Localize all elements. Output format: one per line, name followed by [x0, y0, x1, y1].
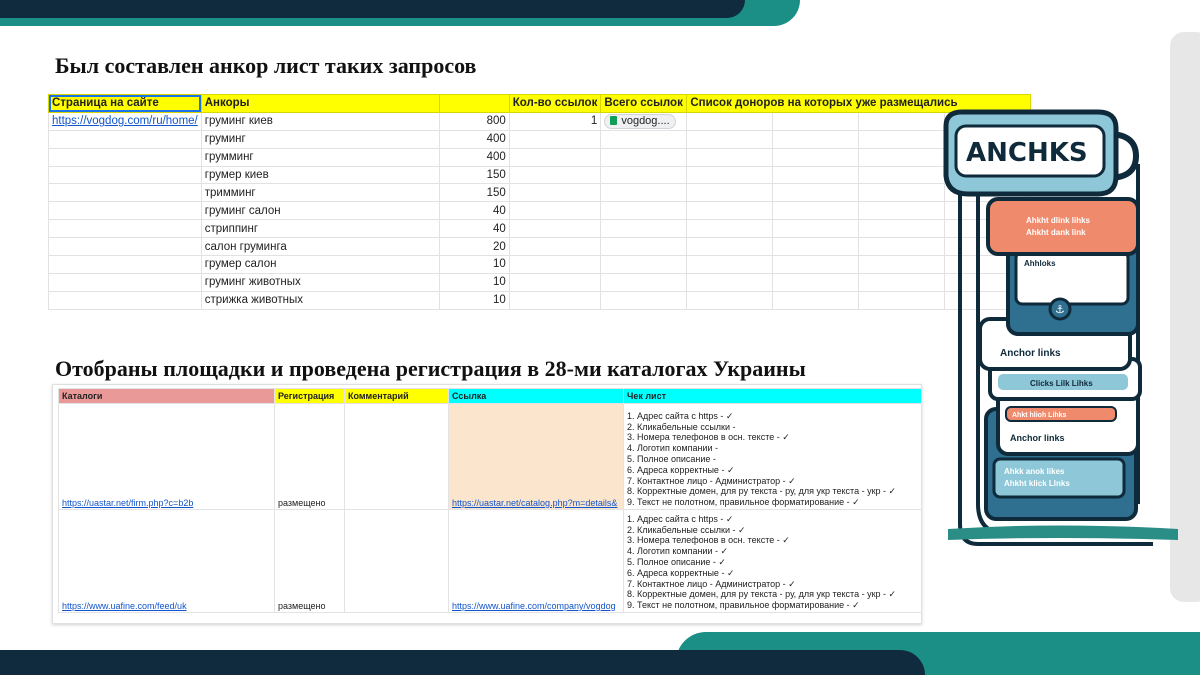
cell-page[interactable] [49, 148, 202, 166]
cell-donor[interactable] [687, 238, 773, 256]
cell-donor[interactable] [773, 291, 859, 309]
cell-donor[interactable] [601, 273, 687, 291]
anchor-row [49, 112, 1031, 130]
cell-count[interactable]: 10 [439, 256, 509, 274]
cell-donor[interactable] [687, 291, 773, 309]
cell-donor[interactable] [601, 291, 687, 309]
cell-anchor[interactable]: груминг киев [201, 112, 439, 130]
cell-donor[interactable] [687, 202, 773, 220]
cell-registration[interactable]: размещено [275, 404, 345, 510]
cell-count[interactable]: 40 [439, 220, 509, 238]
checklist-item: 4. Логотип компании - [627, 443, 718, 454]
cell-count[interactable]: 400 [439, 130, 509, 148]
header-link-count[interactable]: Кол-во ссылок [509, 95, 601, 113]
cell-anchor[interactable]: грумминг [201, 148, 439, 166]
anchor-row [49, 184, 1031, 202]
header-registration[interactable]: Регистрация [275, 389, 345, 404]
cell-donor[interactable] [601, 148, 687, 166]
catalog-link[interactable]: https://www.uafine.com/feed/uk [62, 601, 187, 611]
header-blank[interactable] [439, 95, 509, 113]
checklist-item: 3. Номера телефонов в осн. тексте - ✓ [627, 432, 790, 443]
cell-anchor[interactable]: груминг [201, 130, 439, 148]
cell-donor[interactable] [601, 220, 687, 238]
cell-total-links[interactable] [509, 130, 601, 148]
cell-donor[interactable] [601, 238, 687, 256]
cell-link[interactable] [449, 510, 624, 613]
cell-catalog[interactable] [59, 510, 275, 613]
cell-comment[interactable] [345, 404, 449, 510]
cell-page[interactable] [49, 220, 202, 238]
cell-donor[interactable] [859, 256, 945, 274]
illus-label-3: Ahhloks [1024, 259, 1056, 268]
anchor-row [49, 256, 1031, 274]
cell-count[interactable]: 20 [439, 238, 509, 256]
cell-anchor[interactable]: стриппинг [201, 220, 439, 238]
cell-count[interactable]: 40 [439, 202, 509, 220]
cell-donor[interactable] [773, 220, 859, 238]
sheet-file-icon [610, 116, 617, 125]
checklist-item: 5. Полное описание - [627, 454, 716, 465]
header-link[interactable]: Ссылка [449, 389, 624, 404]
cell-donor[interactable] [687, 273, 773, 291]
placement-link[interactable]: https://uastar.net/catalog.php?m=details& [452, 498, 618, 508]
cell-donor[interactable] [687, 220, 773, 238]
cell-anchor[interactable]: грумер салон [201, 256, 439, 274]
header-anchors[interactable]: Анкоры [201, 95, 439, 113]
illus-label-6: Ahkt hlioh Lihks [1012, 412, 1067, 419]
cell-registration[interactable]: размещено [275, 510, 345, 613]
cell-donor[interactable] [859, 112, 945, 130]
cell-total-links[interactable] [509, 220, 601, 238]
cell-page[interactable] [49, 273, 202, 291]
cell-donor[interactable] [859, 291, 945, 309]
header-comment[interactable]: Комментарий [345, 389, 449, 404]
cell-count[interactable]: 150 [439, 184, 509, 202]
catalog-sheet-panel [52, 384, 922, 624]
cell-total-links[interactable]: 1 [509, 112, 601, 130]
cell-anchor[interactable]: салон груминга [201, 238, 439, 256]
anchor-row [49, 238, 1031, 256]
cell-donor[interactable] [859, 166, 945, 184]
anchor-row [49, 220, 1031, 238]
anchor-sheet [48, 94, 1031, 310]
header-catalogs[interactable]: Каталоги [59, 389, 275, 404]
checklist-item: 6. Адреса корректные - ✓ [627, 464, 735, 475]
cell-total-links[interactable] [509, 166, 601, 184]
cell-donor[interactable] [687, 148, 773, 166]
checklist-item: 7. Контактное лицо - Администратор - ✓ [627, 475, 796, 486]
cell-total-links[interactable] [509, 202, 601, 220]
cell-donor[interactable] [859, 184, 945, 202]
catalog-link[interactable]: https://uastar.net/firm.php?c=b2b [62, 498, 194, 508]
checklist-item: 9. Текст не полотном, правильное форматирование - ✓ [627, 600, 860, 611]
cell-anchor[interactable]: стрижка животных [201, 291, 439, 309]
cell-comment[interactable] [345, 510, 449, 613]
illus-label-1: Ahkht dlink lihks [1026, 216, 1091, 225]
cell-page[interactable] [49, 112, 202, 130]
cell-count[interactable]: 800 [439, 112, 509, 130]
header-total-links[interactable]: Всего ссылок [601, 95, 687, 113]
anchor-links-illustration [938, 104, 1183, 550]
cell-total-links[interactable] [509, 184, 601, 202]
cell-count[interactable]: 10 [439, 291, 509, 309]
anchor-icon: ⚓ [1055, 303, 1065, 316]
illus-label-2: Ahkht dank link [1026, 228, 1086, 237]
cell-donor[interactable] [859, 238, 945, 256]
cell-donor[interactable] [859, 130, 945, 148]
cell-count[interactable]: 150 [439, 166, 509, 184]
illus-label-8: Ahkk anok likes [1004, 467, 1065, 476]
cell-donor[interactable] [859, 220, 945, 238]
cell-anchor[interactable]: тримминг [201, 184, 439, 202]
cell-donor[interactable] [687, 256, 773, 274]
cell-donor[interactable] [601, 256, 687, 274]
cell-donor[interactable] [773, 148, 859, 166]
header-page[interactable]: Страница на сайте [49, 95, 202, 113]
cell-donor[interactable] [859, 202, 945, 220]
cell-total-links[interactable] [509, 273, 601, 291]
placement-link[interactable]: https://www.uafine.com/company/vogdog [452, 601, 616, 611]
cell-page[interactable] [49, 202, 202, 220]
cell-donor[interactable] [773, 130, 859, 148]
cell-page[interactable] [49, 238, 202, 256]
cell-donor[interactable] [601, 112, 687, 130]
anchor-sheet-header [49, 95, 1031, 113]
cell-catalog[interactable] [59, 404, 275, 510]
cell-count[interactable]: 10 [439, 273, 509, 291]
checklist-item: 8. Корректные домен, для ру текста - ру, для укр текста - укр - ✓ [627, 589, 897, 600]
cell-anchor[interactable]: груминг животных [201, 273, 439, 291]
cell-donor[interactable] [687, 130, 773, 148]
page-link[interactable]: https://vogdog.com/ru/home/ [52, 115, 198, 128]
cell-donor[interactable] [601, 202, 687, 220]
checklist-item: 2. Кликабельные ссылки - [627, 421, 736, 432]
top-navy-band [0, 0, 745, 18]
anchor-row [49, 130, 1031, 148]
cell-checklist[interactable] [624, 404, 922, 510]
cell-donor[interactable] [859, 273, 945, 291]
bottom-navy-band [0, 650, 925, 675]
checklist-item: 8. Корректные домен, для ру текста - ру, для укр текста - укр - ✓ [627, 486, 897, 497]
cell-donor[interactable] [859, 148, 945, 166]
checklist-item: 4. Логотип компании - ✓ [627, 546, 729, 557]
cell-count[interactable]: 400 [439, 148, 509, 166]
cell-donor[interactable] [773, 202, 859, 220]
header-donors[interactable]: Список доноров на которых уже размещались [687, 95, 1031, 113]
catalog-sheet [58, 388, 922, 613]
anchor-row [49, 273, 1031, 291]
cell-total-links[interactable] [509, 291, 601, 309]
illus-label-5: Clicks Lilk Lihks [1030, 379, 1093, 388]
section1-title: Был составлен анкор лист таких запросов [55, 53, 477, 78]
checklist-item: 6. Адреса корректные - ✓ [627, 567, 735, 578]
illustration-base [948, 526, 1178, 541]
anchor-row [49, 291, 1031, 309]
cell-donor[interactable] [773, 112, 859, 130]
illus-label-7: Anchor links [1010, 433, 1065, 443]
cell-page[interactable] [49, 166, 202, 184]
cell-total-links[interactable] [509, 238, 601, 256]
cell-donor[interactable] [773, 238, 859, 256]
catalog-row [59, 404, 922, 510]
illus-label-4: Anchor links [1000, 348, 1061, 359]
cell-donor[interactable] [773, 184, 859, 202]
banner-mug [946, 112, 1136, 194]
cell-donor[interactable] [601, 166, 687, 184]
cell-donor[interactable] [773, 273, 859, 291]
cell-donor[interactable] [687, 184, 773, 202]
cell-page[interactable] [49, 130, 202, 148]
header-checklist[interactable]: Чек лист [624, 389, 922, 404]
illus-label-9: Ahkht klick Llnks [1004, 479, 1070, 488]
donor-chip-label: vogdog.... [621, 114, 670, 127]
cell-donor[interactable] [687, 112, 773, 130]
cell-donor[interactable] [687, 166, 773, 184]
anchor-row [49, 148, 1031, 166]
cell-total-links[interactable] [509, 148, 601, 166]
checklist-item: 2. Кликабельные ссылки - ✓ [627, 524, 746, 535]
catalog-row [59, 510, 922, 613]
checklist-item: 3. Номера телефонов в осн. тексте - ✓ [627, 535, 790, 546]
cell-total-links[interactable] [509, 256, 601, 274]
cell-donor[interactable] [601, 184, 687, 202]
checklist-item: 1. Адрес сайта с https - ✓ [627, 513, 734, 524]
cell-link[interactable] [449, 404, 624, 510]
donor-chip[interactable] [604, 114, 675, 129]
checklist-item: 5. Полное описание - ✓ [627, 557, 726, 568]
section2-title: Отобраны площадки и проведена регистрация в 28-ми каталогах Украины [55, 356, 806, 381]
illus-banner: ANCHKS [966, 138, 1088, 168]
cell-page[interactable] [49, 184, 202, 202]
anchor-row [49, 202, 1031, 220]
cell-anchor[interactable]: груминг салон [201, 202, 439, 220]
cell-donor[interactable] [601, 130, 687, 148]
checklist-item: 7. Контактное лицо - Администратор - ✓ [627, 578, 796, 589]
catalog-sheet-header [59, 389, 922, 404]
anchor-row [49, 166, 1031, 184]
cell-page[interactable] [49, 291, 202, 309]
checklist-item: 1. Адрес сайта с https - ✓ [627, 410, 734, 421]
cell-checklist[interactable] [624, 510, 922, 613]
cell-donor[interactable] [773, 256, 859, 274]
card-stack [980, 199, 1140, 519]
cell-anchor[interactable]: грумер киев [201, 166, 439, 184]
checklist-item: 9. Текст не полотном, правильное форматирование - ✓ [627, 497, 860, 508]
cell-donor[interactable] [773, 166, 859, 184]
cell-page[interactable] [49, 256, 202, 274]
